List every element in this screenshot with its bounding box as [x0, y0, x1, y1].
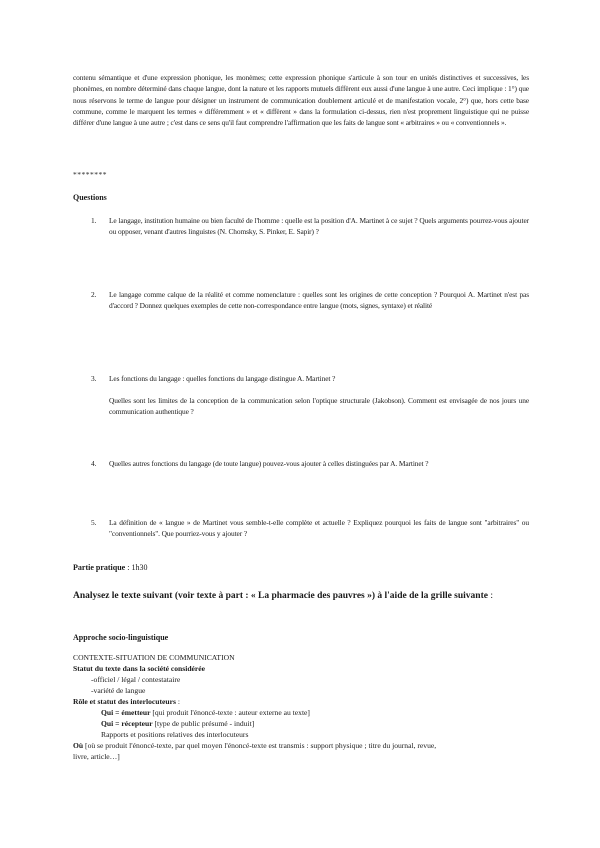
- partie-label: Partie pratique: [73, 563, 126, 572]
- questions-heading: Questions: [73, 193, 107, 202]
- partie-pratique-title: [73, 563, 147, 572]
- question-number: 2.: [91, 290, 97, 299]
- question-text: Les fonctions du langage : quelles fonctions du langage distingue A. Martinet ?: [109, 374, 336, 383]
- analysis-grid: [73, 652, 513, 762]
- separator-stars: ********: [73, 170, 107, 179]
- ou-desc: [où se produit l'énoncé-texte, par quel moyen l'énoncé-texte est transmis : support physique ; titre du journal, revue,: [83, 741, 437, 750]
- rapports-line: Rapports et positions relatives des interlocuteurs: [101, 730, 249, 739]
- ou-label: Où: [73, 741, 84, 750]
- question-text: La définition de « langue » de Martinet vous semble-t-elle complète et actuelle ? Expliquez pourquoi les faits de langue sont "arbitraires" ou "conventionnels". Que pourriez-vous y ajouter ?: [109, 518, 529, 539]
- question-text: Le langage, institution humaine ou bien faculté de l'homme : quelle est la position d'A. Martinet à ce sujet ? Quels arguments pourrez-vous ajouter ou opposer, venant d'autres linguistes (N. Chomsky, S. Pinker, E. Sapir) ?: [109, 216, 529, 237]
- question-number: 5.: [91, 518, 97, 527]
- question-text: Le langage comme calque de la réalité et comme nomenclature : quelles sont les origines de cette conception ? Pourquoi A. Martinet n'est pas d'accord ? Donnez quelques exemples de cette non-correspondance entre langue (mots, signes, syntaxe) et réalité: [109, 290, 529, 311]
- ou-line: [73, 740, 513, 751]
- role-heading-tail: :: [175, 697, 180, 706]
- emetteur-line: [73, 707, 513, 718]
- recepteur-label: Qui = récepteur: [101, 719, 153, 728]
- recepteur-desc: [type de public présumé - induit]: [152, 719, 255, 728]
- statut-item-2: -variété de langue: [91, 686, 146, 695]
- emetteur-label: Qui = émetteur: [101, 708, 151, 717]
- partie-time: : 1h30: [125, 563, 148, 572]
- question-number: 4.: [91, 459, 97, 468]
- role-heading-line: [73, 696, 513, 707]
- recepteur-line: [73, 718, 513, 729]
- analyse-instruction: [73, 590, 513, 602]
- question-number: 1.: [91, 216, 97, 225]
- role-heading: Rôle et statut des interlocuteurs: [73, 697, 176, 706]
- emetteur-desc: [qui produit l'énoncé-texte : auteur externe au texte]: [150, 708, 310, 717]
- contexte-heading: CONTEXTE-SITUATION DE COMMUNICATION: [73, 653, 235, 662]
- question-3-extra: Quelles sont les limites de la conception de la communication selon l'optique structurale (Jakobson). Comment est envisagée de nos jours une communication authentique ?: [109, 396, 529, 417]
- analyse-bold-text: Analysez le texte suivant (voir texte à part : « La pharmacie des pauvres ») à l'aide de la grille suivante: [73, 591, 488, 601]
- question-number: 3.: [91, 374, 97, 383]
- approche-heading: Approche socio-linguistique: [73, 633, 169, 642]
- ou-line-2: livre, article…]: [73, 752, 120, 761]
- question-text: Quelles autres fonctions du langage (de toute langue) pouvez-vous ajouter à celles distinguées par A. Martinet ?: [109, 459, 429, 468]
- statut-item-1: -officiel / légal / contestataire: [91, 675, 181, 684]
- statut-heading: Statut du texte dans la société considérée: [73, 664, 206, 673]
- analyse-tail: :: [487, 591, 493, 601]
- intro-paragraph: contenu sémantique et d'une expression phonique, les monèmes; cette expression phonique s'articule à son tour en unités distinctives et successives, les phonèmes, en nombre déterminé dans chaque langue, dont la nature et les rapports mutuels diffèrent eux aussi d'une langue à une autre. Ceci implique : 1°) que nous réservons le terme de langue pour désigner un instrument de communication doublement articulé et de manifestation vocale, 2°) que, hors cette base commune, comme le marquent les termes « différemment » et « diffèrent » dans la formulation ci-dessus, rien n'est proprement linguistique qui ne puisse différer d'une langue à une autre ; c'est dans ce sens qu'il faut comprendre l'affirmation que les faits de langue sont « arbitraires » ou « conventionnels ».: [73, 73, 529, 128]
